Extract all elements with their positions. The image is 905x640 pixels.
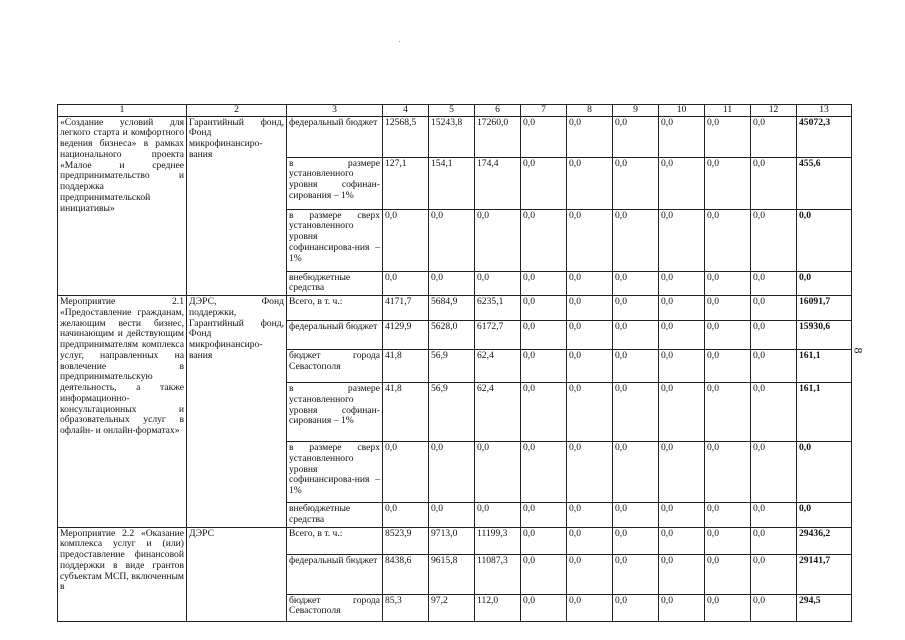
value-cell: 0,0 [613, 503, 659, 527]
value-cell: 0,0 [383, 442, 429, 503]
value-cell: 0,0 [613, 350, 659, 383]
value-cell: 0,0 [567, 296, 613, 321]
budget-table [57, 104, 852, 622]
value-cell: 0,0 [567, 321, 613, 350]
funding-source: Всего, в т. ч.: [287, 296, 383, 321]
value-cell: 97,2 [429, 594, 475, 621]
funding-source: федеральный бюджет [287, 554, 383, 594]
total-cell: 29141,7 [797, 554, 852, 594]
value-cell: 4171,7 [383, 296, 429, 321]
value-cell: 0,0 [429, 503, 475, 527]
funding-source: бюджет города Севастополя [287, 350, 383, 383]
column-header: 3 [287, 105, 383, 117]
value-cell: 62,4 [475, 350, 521, 383]
measure-title: Мероприятие 2.1 «Предоставление гражданам, желающим вести бизнес, начинающим и действующим предпринимателям комплекса услуг, направленных на вовлечение в предпринимательскую деятельность, а также информационно-консультационных и образовательных услуг в офлайн- и онлайн-форматах» [58, 296, 187, 527]
value-cell: 0,0 [659, 296, 705, 321]
value-cell: 0,0 [567, 271, 613, 295]
value-cell: 17260,0 [475, 116, 521, 157]
value-cell: 0,0 [705, 350, 751, 383]
funding-source: в размере установленного уровня софинан-сирования – 1% [287, 157, 383, 209]
value-cell: 0,0 [705, 157, 751, 209]
value-cell: 0,0 [521, 321, 567, 350]
total-cell: 161,1 [797, 350, 852, 383]
value-cell: 0,0 [567, 209, 613, 271]
funding-source: в размере сверх установленного уровня софинансирова-ния – 1% [287, 442, 383, 503]
value-cell: 0,0 [521, 383, 567, 442]
column-header: 1 [58, 105, 187, 117]
value-cell: 0,0 [705, 321, 751, 350]
value-cell: 0,0 [567, 157, 613, 209]
total-cell: 455,6 [797, 157, 852, 209]
total-cell: 0,0 [797, 503, 852, 527]
value-cell: 0,0 [521, 527, 567, 554]
scan-dot [399, 41, 400, 42]
measure-title: Мероприятие 2.2 «Оказание комплекса услуг и (или) предоставление финансовой поддержки в виде грантов субъектам МСП, включенным в [58, 527, 187, 621]
value-cell: 0,0 [567, 594, 613, 621]
value-cell: 0,0 [659, 383, 705, 442]
value-cell: 9713,0 [429, 527, 475, 554]
value-cell: 0,0 [751, 116, 797, 157]
column-header: 6 [475, 105, 521, 117]
value-cell: 0,0 [751, 527, 797, 554]
value-cell: 5628,0 [429, 321, 475, 350]
value-cell: 0,0 [705, 554, 751, 594]
value-cell: 0,0 [521, 271, 567, 295]
value-cell: 0,0 [659, 503, 705, 527]
total-cell: 29436,2 [797, 527, 852, 554]
value-cell: 0,0 [613, 594, 659, 621]
value-cell: 0,0 [567, 527, 613, 554]
table-row [58, 116, 852, 157]
value-cell: 0,0 [659, 209, 705, 271]
funding-source: Всего, в т. ч.: [287, 527, 383, 554]
value-cell: 0,0 [613, 116, 659, 157]
value-cell: 0,0 [705, 116, 751, 157]
column-header: 7 [521, 105, 567, 117]
value-cell: 0,0 [705, 383, 751, 442]
value-cell: 0,0 [705, 527, 751, 554]
value-cell: 154,1 [429, 157, 475, 209]
value-cell: 0,0 [521, 442, 567, 503]
value-cell: 0,0 [613, 157, 659, 209]
column-header: 5 [429, 105, 475, 117]
value-cell: 0,0 [475, 442, 521, 503]
value-cell: 0,0 [751, 442, 797, 503]
value-cell: 0,0 [521, 503, 567, 527]
value-cell: 0,0 [475, 503, 521, 527]
value-cell: 9615,8 [429, 554, 475, 594]
value-cell: 85,3 [383, 594, 429, 621]
value-cell: 0,0 [613, 321, 659, 350]
value-cell: 8523,9 [383, 527, 429, 554]
value-cell: 0,0 [751, 321, 797, 350]
value-cell: 0,0 [521, 209, 567, 271]
value-cell: 0,0 [705, 442, 751, 503]
value-cell: 6172,7 [475, 321, 521, 350]
value-cell: 0,0 [659, 350, 705, 383]
value-cell: 8438,6 [383, 554, 429, 594]
value-cell: 0,0 [567, 554, 613, 594]
value-cell: 0,0 [521, 157, 567, 209]
value-cell: 0,0 [613, 296, 659, 321]
funding-source: в размере установленного уровня софинан-сирования – 1% [287, 383, 383, 442]
total-cell: 294,5 [797, 594, 852, 621]
value-cell: 0,0 [383, 209, 429, 271]
value-cell: 0,0 [613, 554, 659, 594]
column-header: 4 [383, 105, 429, 117]
value-cell: 5684,9 [429, 296, 475, 321]
executor-cell: ДЭРС, Фонд поддержки, Гарантийный фонд, Фонд микрофинансиро-вания [187, 296, 287, 527]
funding-source: внебюджетные средства [287, 503, 383, 527]
column-header: 9 [613, 105, 659, 117]
value-cell: 0,0 [751, 554, 797, 594]
total-cell: 0,0 [797, 209, 852, 271]
funding-source: внебюджетные средства [287, 271, 383, 295]
funding-source: федеральный бюджет [287, 321, 383, 350]
value-cell: 56,9 [429, 350, 475, 383]
value-cell: 12568,5 [383, 116, 429, 157]
value-cell: 0,0 [383, 271, 429, 295]
funding-source: в размере сверх установленного уровня софинансирова-ния – 1% [287, 209, 383, 271]
value-cell: 0,0 [751, 350, 797, 383]
value-cell: 0,0 [429, 209, 475, 271]
value-cell: 0,0 [475, 271, 521, 295]
value-cell: 0,0 [751, 157, 797, 209]
value-cell: 56,9 [429, 383, 475, 442]
value-cell: 0,0 [429, 271, 475, 295]
value-cell: 0,0 [521, 554, 567, 594]
value-cell: 0,0 [751, 296, 797, 321]
value-cell: 0,0 [567, 116, 613, 157]
value-cell: 0,0 [705, 594, 751, 621]
funding-source: федеральный бюджет [287, 116, 383, 157]
value-cell: 0,0 [613, 383, 659, 442]
value-cell: 6235,1 [475, 296, 521, 321]
value-cell: 0,0 [705, 209, 751, 271]
value-cell: 0,0 [659, 554, 705, 594]
value-cell: 41,8 [383, 383, 429, 442]
value-cell: 0,0 [429, 442, 475, 503]
executor-cell: ДЭРС [187, 527, 287, 621]
total-cell: 45072,3 [797, 116, 852, 157]
column-header: 8 [567, 105, 613, 117]
value-cell: 0,0 [475, 209, 521, 271]
value-cell: 0,0 [705, 503, 751, 527]
value-cell: 0,0 [751, 383, 797, 442]
value-cell: 0,0 [383, 503, 429, 527]
page-number: 8 [851, 347, 866, 354]
value-cell: 174,4 [475, 157, 521, 209]
value-cell: 0,0 [613, 527, 659, 554]
total-cell: 0,0 [797, 271, 852, 295]
total-cell: 161,1 [797, 383, 852, 442]
value-cell: 0,0 [567, 350, 613, 383]
value-cell: 0,0 [659, 594, 705, 621]
value-cell: 0,0 [521, 296, 567, 321]
value-cell: 0,0 [705, 296, 751, 321]
value-cell: 0,0 [613, 442, 659, 503]
value-cell: 0,0 [613, 209, 659, 271]
value-cell: 0,0 [705, 271, 751, 295]
value-cell: 0,0 [613, 271, 659, 295]
value-cell: 112,0 [475, 594, 521, 621]
table-row [58, 527, 852, 554]
value-cell: 127,1 [383, 157, 429, 209]
value-cell: 0,0 [521, 594, 567, 621]
value-cell: 0,0 [659, 442, 705, 503]
column-header: 12 [751, 105, 797, 117]
value-cell: 4129,9 [383, 321, 429, 350]
column-header: 11 [705, 105, 751, 117]
value-cell: 0,0 [659, 116, 705, 157]
value-cell: 62,4 [475, 383, 521, 442]
column-header: 13 [797, 105, 852, 117]
value-cell: 15243,8 [429, 116, 475, 157]
value-cell: 0,0 [659, 527, 705, 554]
value-cell: 0,0 [751, 594, 797, 621]
funding-source: бюджет города Севастополя [287, 594, 383, 621]
value-cell: 0,0 [751, 209, 797, 271]
total-cell: 15930,6 [797, 321, 852, 350]
value-cell: 0,0 [659, 271, 705, 295]
value-cell: 0,0 [659, 157, 705, 209]
table-row [58, 296, 852, 321]
column-header: 2 [187, 105, 287, 117]
value-cell: 0,0 [521, 350, 567, 383]
value-cell: 41,8 [383, 350, 429, 383]
column-header: 10 [659, 105, 705, 117]
measure-title: «Создание условий для легкого старта и комфортного ведения бизнеса» в рамках национального проекта «Малое и среднее предпринимательство и поддержка предпринимательской инициативы» [58, 116, 187, 295]
total-cell: 0,0 [797, 442, 852, 503]
value-cell: 11087,3 [475, 554, 521, 594]
value-cell: 11199,3 [475, 527, 521, 554]
value-cell: 0,0 [521, 116, 567, 157]
executor-cell: Гарантийный фонд, Фонд микрофинансиро-вания [187, 116, 287, 295]
value-cell: 0,0 [567, 442, 613, 503]
value-cell: 0,0 [659, 321, 705, 350]
value-cell: 0,0 [751, 271, 797, 295]
header-row [58, 105, 852, 117]
value-cell: 0,0 [567, 503, 613, 527]
value-cell: 0,0 [751, 503, 797, 527]
value-cell: 0,0 [567, 383, 613, 442]
total-cell: 16091,7 [797, 296, 852, 321]
